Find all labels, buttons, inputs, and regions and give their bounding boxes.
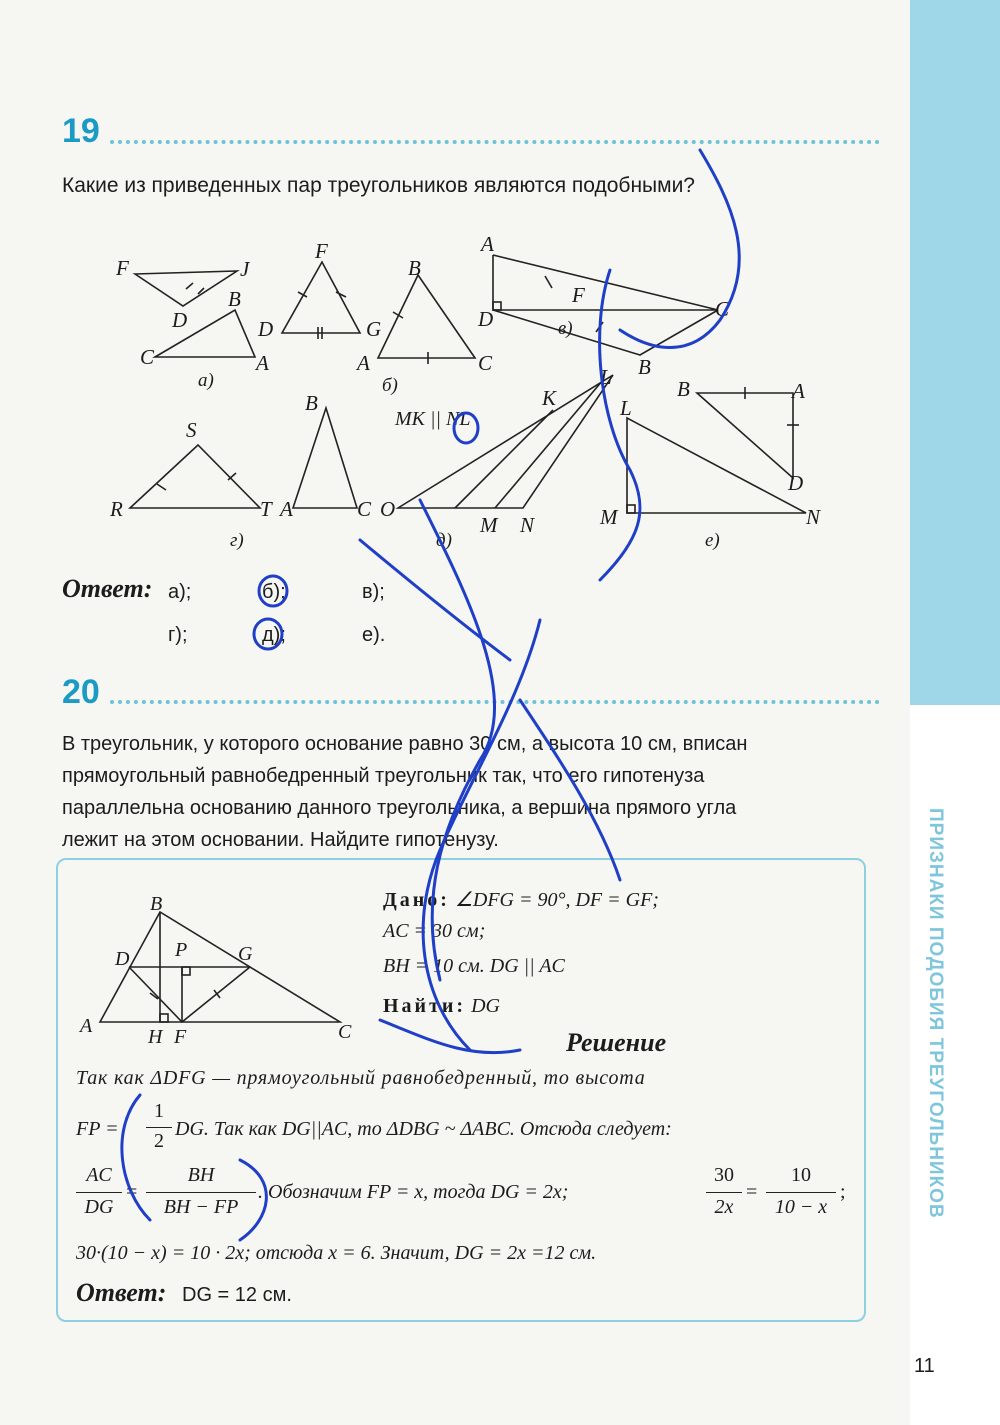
svg-text:B: B <box>638 355 651 379</box>
svg-text:D: D <box>258 317 274 341</box>
svg-text:D: D <box>115 948 130 970</box>
task-20-problem-line-4: лежит на этом основании. Найдите гипотенузу. <box>62 829 499 851</box>
task-19-question: Какие из приведенных пар треугольников являются подобными? <box>62 174 695 197</box>
frac3-num: 30 <box>714 1164 734 1186</box>
equals-sign: = <box>126 1181 138 1203</box>
given-3: BH = 10 см. DG || AC <box>383 955 565 977</box>
frac2-num: BH <box>187 1164 215 1186</box>
svg-text:A: A <box>80 1015 93 1037</box>
svg-text:F: F <box>116 256 129 280</box>
svg-text:N: N <box>806 505 821 529</box>
sidebar-title: ПРИЗНАКИ ПОДОБИЯ ТРЕУГОЛЬНИКОВ <box>925 808 946 1219</box>
svg-text:C: C <box>357 497 372 521</box>
given-1: ∠DFG = 90°, DF = GF; <box>454 889 659 911</box>
sidebar-color-band <box>910 0 1000 705</box>
svg-text:G: G <box>366 317 382 341</box>
caption-d: д) <box>436 530 452 551</box>
svg-text:F: F <box>572 283 585 307</box>
task-20-answer-label: Ответ: <box>76 1278 167 1307</box>
svg-text:G: G <box>238 943 253 965</box>
svg-text:B: B <box>150 893 163 915</box>
caption-g: г) <box>230 530 244 551</box>
svg-text:M: M <box>600 505 618 529</box>
svg-text:B: B <box>228 287 241 311</box>
svg-text:A: A <box>280 497 293 521</box>
parallel-note: MK || NL <box>395 408 471 430</box>
task-20-number: 20 <box>62 673 100 711</box>
task-20-problem-line-3: параллельна основанию данного треугольника, а вершина прямого угла <box>62 797 737 819</box>
svg-text:C: C <box>478 351 493 375</box>
svg-text:R: R <box>110 497 123 521</box>
solution-title: Решение <box>566 1028 667 1057</box>
answer-option-d: д); <box>262 624 286 646</box>
svg-text:B: B <box>305 391 318 415</box>
page-number: 11 <box>914 1355 935 1377</box>
svg-text:C: C <box>338 1021 352 1043</box>
task-19-number: 19 <box>62 112 100 150</box>
svg-text:N: N <box>520 513 535 537</box>
task-20-problem-line-1: В треугольник, у которого основание равно 30 см, а высота 10 см, вписан <box>62 733 748 755</box>
find-label: Найти: <box>383 995 467 1017</box>
frac4-den: 10 − x <box>774 1196 828 1218</box>
solution-line-1: Так как ΔDFG — прямоугольный равнобедренный, то высота <box>76 1067 646 1089</box>
svg-text:D: D <box>788 471 804 495</box>
svg-text:O: O <box>380 497 396 521</box>
svg-text:A: A <box>481 232 494 256</box>
svg-text:P: P <box>175 939 188 961</box>
svg-text:D: D <box>478 307 494 331</box>
frac3-den: 2x <box>714 1196 734 1218</box>
given-2: AC = 30 см; <box>383 920 486 942</box>
svg-text:D: D <box>172 308 188 332</box>
svg-text:A: A <box>792 379 805 403</box>
task-19-answer-label: Ответ: <box>62 574 153 603</box>
svg-text:A: A <box>256 351 269 375</box>
svg-text:C: C <box>715 297 730 321</box>
solution-line-2-end: DG. Так как DG||AC, то ΔDBG ~ ΔABC. Отсюда следует: <box>175 1118 672 1140</box>
svg-text:M: M <box>480 513 498 537</box>
frac1-den: DG <box>84 1196 114 1218</box>
svg-text:L: L <box>620 396 632 420</box>
svg-text:B: B <box>677 377 690 401</box>
answer-option-b: б); <box>262 581 286 603</box>
caption-e: е) <box>705 530 720 551</box>
solution-line-2-start: FP = <box>76 1118 119 1140</box>
svg-text:C: C <box>140 345 155 369</box>
answer-option-e: е). <box>362 624 386 646</box>
frac1-num: AC <box>86 1164 112 1186</box>
svg-text:H: H <box>148 1026 163 1048</box>
solution-line-3-text: . Обозначим FP = x, тогда DG = 2x; <box>258 1181 569 1203</box>
svg-text:F: F <box>315 239 328 263</box>
given-label: Дано: <box>383 889 450 911</box>
svg-text:J: J <box>240 257 250 281</box>
svg-text:F: F <box>174 1026 187 1048</box>
task-20-problem-line-2: прямоугольный равнобедренный треугольник так, что его гипотенуза <box>62 765 705 787</box>
frac-half-num: 1 <box>154 1100 164 1122</box>
caption-b: б) <box>382 375 398 396</box>
svg-text:T: T <box>260 497 272 521</box>
find-value: DG <box>471 995 500 1017</box>
frac4-num: 10 <box>791 1164 811 1186</box>
frac2-den: BH − FP <box>163 1196 239 1218</box>
svg-text:L: L <box>600 365 612 389</box>
answer-option-g: г); <box>168 624 188 646</box>
caption-a: а) <box>198 370 214 391</box>
answer-option-a: а); <box>168 581 192 603</box>
semicolon: ; <box>840 1181 846 1203</box>
frac-half-den: 2 <box>154 1130 164 1152</box>
equals-sign-2: = <box>746 1181 758 1203</box>
solution-line-4: 30·(10 − x) = 10 · 2x; отсюда x = 6. Значит, DG = 2x =12 см. <box>76 1242 597 1264</box>
svg-text:S: S <box>186 418 197 442</box>
svg-text:B: B <box>408 256 421 280</box>
svg-text:A: A <box>357 351 370 375</box>
svg-text:K: K <box>542 386 557 410</box>
caption-v: в) <box>558 318 573 339</box>
answer-option-v: в); <box>362 581 385 603</box>
task-20-answer-value: DG = 12 см. <box>182 1284 292 1306</box>
